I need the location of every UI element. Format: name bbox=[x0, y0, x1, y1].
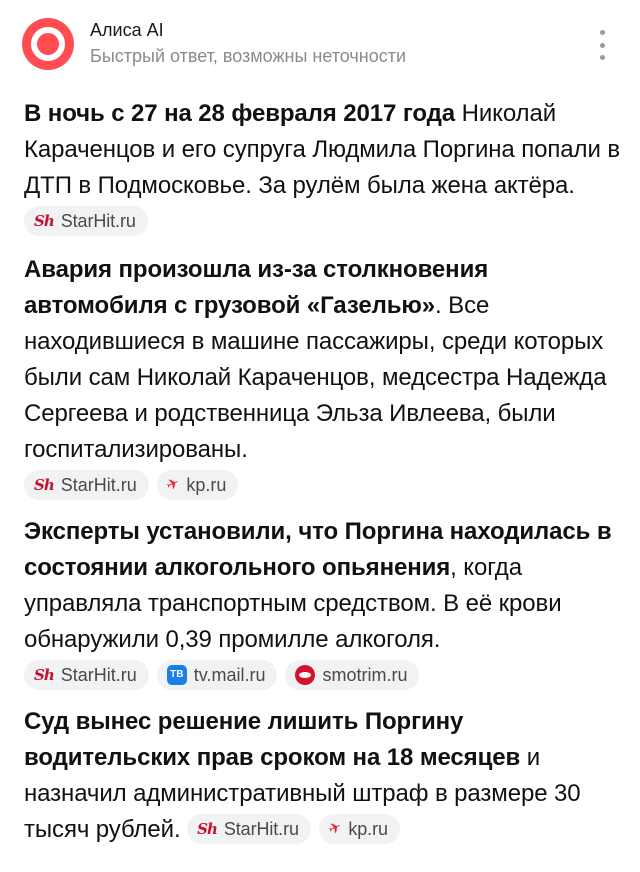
source-label: StarHit.ru bbox=[60, 475, 137, 495]
source-chip-starhit[interactable] bbox=[24, 470, 149, 500]
source-label: StarHit.ru bbox=[223, 818, 299, 839]
assistant-header bbox=[0, 0, 640, 86]
source-label: tv.mail.ru bbox=[193, 665, 266, 685]
source-label: kp.ru bbox=[348, 818, 388, 839]
starhit-icon: Sh bbox=[34, 211, 54, 230]
assistant-subtitle: Быстрый ответ, возможны неточности bbox=[90, 46, 407, 66]
answer-paragraph bbox=[24, 704, 624, 848]
kp-icon: ✈ bbox=[325, 817, 345, 839]
smotrim-icon bbox=[295, 665, 315, 685]
tv-mail-icon: ТВ bbox=[167, 665, 187, 685]
source-label: StarHit.ru bbox=[60, 210, 136, 231]
answer-content bbox=[24, 96, 624, 860]
source-chip-starhit[interactable] bbox=[187, 814, 311, 844]
sources-row bbox=[24, 470, 624, 500]
sources-row bbox=[24, 660, 624, 690]
source-chip-starhit[interactable] bbox=[24, 660, 149, 690]
more-options-icon[interactable] bbox=[596, 30, 608, 60]
source-label: smotrim.ru bbox=[322, 665, 408, 685]
source-chip-tv-mail[interactable] bbox=[157, 660, 278, 690]
paragraph-text: , когда управляла транспортным средством. В её крови обнаружили 0,39 промилле алкоголя. bbox=[24, 554, 562, 653]
assistant-title: Алиса AI bbox=[90, 20, 164, 40]
starhit-icon: Sh bbox=[197, 819, 217, 838]
answer-paragraph bbox=[24, 252, 624, 468]
paragraph-text: . Все находившиеся в машине пассажиры, среди которых были сам Николай Караченцов, медсестра Надежда Сергеева и родственница Эльза Ивлеева, были госпитализированы. bbox=[24, 292, 607, 463]
paragraph-text: Николай Караченцов и его супруга Людмила Поргина попали в ДТП в Подмосковье. За рулём была жена актёра. bbox=[24, 100, 620, 199]
source-chip-kp[interactable] bbox=[319, 814, 400, 844]
starhit-icon: Sh bbox=[34, 666, 54, 684]
kp-icon: ✈ bbox=[163, 474, 183, 495]
source-chip-smotrim[interactable] bbox=[285, 660, 419, 690]
paragraph-text: и назначил административный штраф в размере 30 тысяч рублей. bbox=[24, 744, 581, 843]
source-chip-starhit[interactable] bbox=[24, 206, 148, 236]
source-chip-kp[interactable] bbox=[157, 470, 239, 500]
paragraph-bold: Авария произошла из-за столкновения автомобиля с грузовой «Газелью» bbox=[24, 256, 489, 319]
starhit-icon: Sh bbox=[34, 476, 54, 494]
answer-paragraph bbox=[24, 514, 624, 658]
source-label: StarHit.ru bbox=[60, 665, 137, 685]
source-label: kp.ru bbox=[186, 475, 227, 495]
paragraph-bold: Суд вынес решение лишить Поргину водительских прав сроком на 18 месяцев bbox=[24, 708, 521, 771]
paragraph-bold: Эксперты установили, что Поргина находилась в состоянии алкогольного опьянения bbox=[24, 518, 612, 581]
answer-paragraph bbox=[24, 96, 624, 240]
paragraph-bold: В ночь с 27 на 28 февраля 2017 года bbox=[24, 100, 456, 127]
alice-logo-icon bbox=[22, 18, 74, 70]
